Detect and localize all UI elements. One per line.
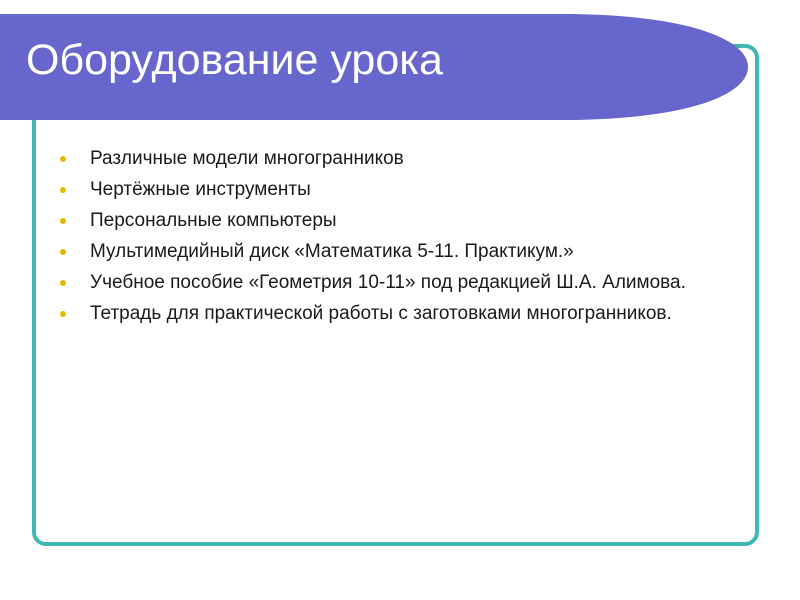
list-item [60,177,720,203]
list-item-text: Чертёжные инструменты [90,179,311,200]
bullet-dot-icon [60,156,66,162]
list-item-text: Различные модели многогранников [90,148,404,169]
list-item-text: Персональные компьютеры [90,210,337,231]
bullet-dot-icon [60,249,66,255]
list-item [60,239,720,265]
list-item-text: Тетрадь для практической работы с заготовками многогранников. [90,303,672,324]
list-item-text: Учебное пособие «Геометрия 10-11» под редакцией Ш.А. Алимова. [90,272,686,293]
bullet-dot-icon [60,187,66,193]
list-item [60,301,720,327]
bullet-list [60,146,720,332]
slide-title: Оборудование урока [26,36,443,84]
bullet-dot-icon [60,311,66,317]
list-item [60,208,720,234]
bullet-dot-icon [60,218,66,224]
bullet-dot-icon [60,280,66,286]
list-item-text: Мультимедийный диск «Математика 5-11. Практикум.» [90,241,574,262]
list-item [60,270,720,296]
list-item [60,146,720,172]
